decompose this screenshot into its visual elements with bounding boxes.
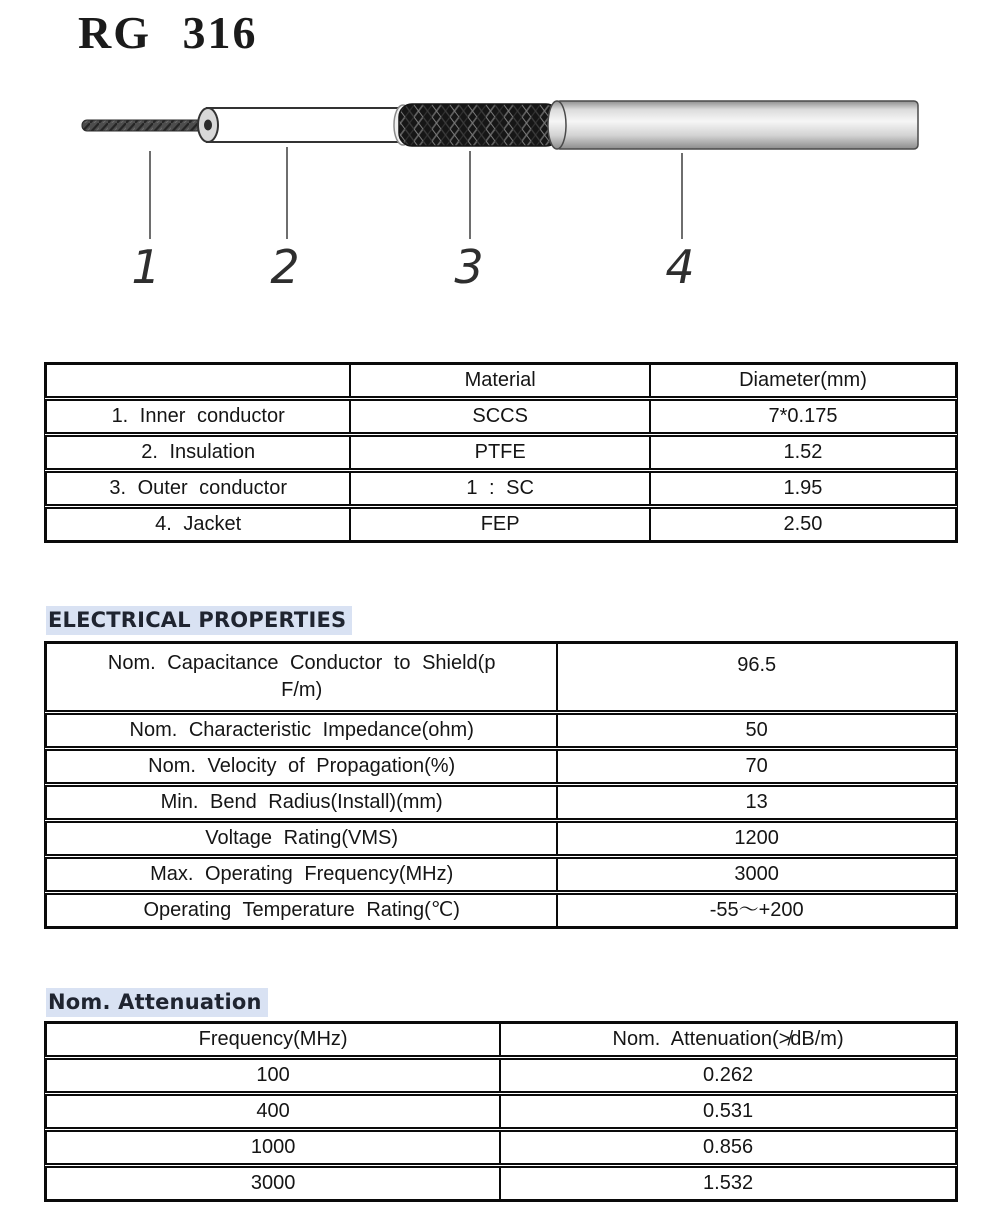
attenuation-heading: Nom. Attenuation — [46, 988, 268, 1017]
construction-header-diameter: Diameter(mm) — [649, 365, 955, 396]
part-diameter: 7*0.175 — [649, 401, 955, 432]
table-row — [45, 642, 957, 712]
property-value: 70 — [556, 751, 955, 782]
part-name: 1. Inner conductor — [111, 405, 285, 427]
property-label: Voltage Rating(VMS) — [205, 827, 399, 849]
table-row — [45, 785, 957, 820]
attenuation-value: 1.532 — [499, 1168, 955, 1199]
table-row — [45, 399, 957, 434]
table-row — [45, 507, 957, 542]
part-diameter: 1.52 — [649, 437, 955, 468]
leader-lines — [150, 147, 682, 239]
part-diameter: 2.50 — [649, 509, 955, 540]
property-label — [47, 644, 556, 710]
part-diameter: 1.95 — [649, 473, 955, 504]
table-row — [45, 821, 957, 856]
property-label: Min. Bend Radius(Install)(mm) — [160, 791, 443, 813]
frequency-value: 100 — [256, 1064, 290, 1086]
attenuation-header-row — [45, 1022, 957, 1057]
table-row — [45, 713, 957, 748]
outer-conductor-graphic — [394, 104, 559, 146]
property-label: Max. Operating Frequency(MHz) — [150, 863, 454, 885]
attenuation-value: 0.856 — [499, 1132, 955, 1163]
part-material: FEP — [349, 509, 649, 540]
table-row — [45, 1130, 957, 1165]
frequency-value: 1000 — [250, 1136, 296, 1158]
attenuation-value: 0.262 — [499, 1060, 955, 1091]
attenuation-header-value: Nom. Attenuation(≯dB/m) — [499, 1024, 955, 1055]
frequency-value: 400 — [256, 1100, 290, 1122]
property-label-line2: F/m) — [281, 679, 323, 701]
part-name: 4. Jacket — [155, 513, 242, 535]
table-row — [45, 1094, 957, 1129]
property-value: 3000 — [556, 859, 955, 890]
electrical-properties-heading: ELECTRICAL PROPERTIES — [46, 606, 352, 635]
cable-diagram — [0, 93, 1000, 293]
table-row — [45, 471, 957, 506]
part-name: 3. Outer conductor — [109, 477, 287, 499]
attenuation-header-frequency: Frequency(MHz) — [198, 1028, 348, 1050]
construction-header-name — [47, 365, 349, 396]
diagram-label-1: 1 — [131, 240, 161, 293]
part-material: SCCS — [349, 401, 649, 432]
property-label: Operating Temperature Rating(℃) — [143, 899, 460, 921]
property-value: 1200 — [556, 823, 955, 854]
table-row — [45, 1166, 957, 1201]
part-material: PTFE — [349, 437, 649, 468]
construction-header-material: Material — [349, 365, 649, 396]
frequency-value: 3000 — [250, 1172, 296, 1194]
property-value: 13 — [556, 787, 955, 818]
table-row — [45, 435, 957, 470]
property-label: Nom. Velocity of Propagation(%) — [148, 755, 456, 777]
insulation-graphic — [198, 108, 407, 142]
table-row — [45, 893, 957, 928]
property-value: 50 — [556, 715, 955, 746]
part-name: 2. Insulation — [141, 441, 256, 463]
table-row — [45, 857, 957, 892]
construction-header-row — [45, 363, 957, 398]
diagram-label-4: 4 — [665, 240, 695, 293]
property-value: -55～+200 — [556, 895, 955, 926]
part-material: 1 : SC — [349, 473, 649, 504]
jacket-graphic — [548, 101, 918, 149]
property-label-line1: Nom. Capacitance Conductor to Shield(p — [107, 652, 496, 674]
construction-table — [44, 362, 958, 543]
electrical-properties-table — [44, 641, 958, 929]
table-row — [45, 1058, 957, 1093]
attenuation-value: 0.531 — [499, 1096, 955, 1127]
inner-conductor-graphic — [82, 120, 209, 131]
property-value: 96.5 — [556, 644, 955, 710]
property-label: Nom. Characteristic Impedance(ohm) — [129, 719, 474, 741]
table-row — [45, 749, 957, 784]
diagram-label-3: 3 — [454, 240, 484, 293]
diagram-label-2: 2 — [270, 240, 300, 293]
page-title: RG 316 — [78, 7, 258, 58]
attenuation-table — [44, 1021, 958, 1202]
